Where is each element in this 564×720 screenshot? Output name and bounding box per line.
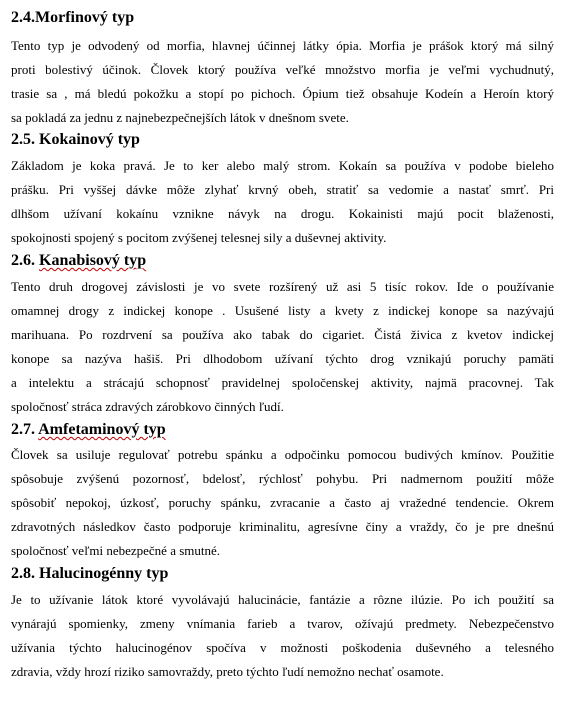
text-line: Je to užívanie látok ktoré vyvolávajú halucinácie, fantázie a rôzne ilúzie. Po ich použití sa xyxy=(11,592,554,607)
text-line: Základom je koka pravá. Je to ker alebo malý strom. Kokaín sa používa v podobe bieleho xyxy=(11,158,554,173)
text-line: Tento druh drogovej závislosti je vo svete rozšírený už asi 5 tisíc rokov. Ide o používanie xyxy=(11,279,554,294)
text-line: zdravia, vždy hrozí riziko samovraždy, preto týchto ľudí nemožno nechať osamote. xyxy=(11,664,444,679)
text-line: omamnej drogy z indickej konope . Usušené listy a kvety z indickej konope sa nazývajú xyxy=(11,303,554,318)
heading-title: Morfinový typ xyxy=(35,9,135,26)
text-line: proti bolestivý účinok. Človek ktorý používa veľké množstvo morfia je veľmi vychudnutý, xyxy=(11,62,554,77)
text-line: spôsobiť nepokoj, úzkosť, poruchy spánku, zvracanie a často aj vražedné tendencie. Okrem xyxy=(11,495,554,510)
text-line: užívania týchto halucinogénov spočíva v možnosti poškodenia duševného a telesného xyxy=(11,640,554,655)
section-halucinogenny xyxy=(11,564,554,684)
section-paragraph xyxy=(11,154,554,250)
text-line: a intelektu a strácajú schopnosť pravidelnej spoločenskej aktivity, najmä pracovnej. Tak xyxy=(11,375,554,390)
heading-title: Amfetaminový typ xyxy=(38,421,166,438)
heading-title: Kanabisový typ xyxy=(39,252,147,269)
section-kokainovy xyxy=(11,130,554,250)
heading-number: 2.8. xyxy=(11,565,35,582)
section-heading xyxy=(11,420,554,440)
text-line: vynárajú spomienky, zmeny vnímania farieb a tvarov, ožívajú predmety. Nebezpečenstvo xyxy=(11,616,554,631)
section-kanabisovy xyxy=(11,251,554,419)
text-line: spoločnosť stráca zdravých zárobkovo činných ľudí. xyxy=(11,399,284,414)
section-heading xyxy=(11,130,554,150)
text-line: Tento typ je odvodený od morfia, hlavnej účinnej látky ópia. Morfia je prášok ktorý má silný xyxy=(11,38,554,53)
section-paragraph xyxy=(11,443,554,563)
section-amfetaminovy xyxy=(11,420,554,563)
section-heading xyxy=(11,564,554,584)
text-line: Človek sa usiluje regulovať potrebu spánku a odpočinku pomocou budivých kmínov. Použitie xyxy=(11,447,554,462)
heading-title: Halucinogénny typ xyxy=(39,565,169,582)
section-paragraph xyxy=(11,588,554,684)
heading-number: 2.4. xyxy=(11,9,35,26)
section-heading xyxy=(11,251,554,271)
section-heading xyxy=(11,8,554,28)
text-line: sa pokladá za jednu z najnebezpečnejších látok v dnešnom svete. xyxy=(11,110,349,125)
text-line: spokojnosti spojený s pocitom zvýšenej telesnej sily a duševnej aktivity. xyxy=(11,230,387,245)
section-morfinovy xyxy=(11,8,554,130)
text-line: spoločnosť veľmi nebezpečné a smutné. xyxy=(11,543,221,558)
heading-number: 2.7. xyxy=(11,421,35,438)
heading-number: 2.6. xyxy=(11,252,35,269)
text-line: spôsobuje zvýšenú pozornosť, bdelosť, rýchlosť pohybu. Pri nadmernom použití môže xyxy=(11,471,554,486)
text-line: zdravotných následkov často podporuje kriminalitu, agresívne činy a vraždy, čo je pre dnešnú xyxy=(11,519,554,534)
text-line: prášku. Pri vyššej dávke môže zlyhať krvný obeh, stratiť sa vedomie a nastať smrť. Pri xyxy=(11,182,554,197)
text-line: trasie sa , má bledú pokožku a stopí po pichoch. Ópium tiež obsahuje Kodeín a Heroín ktorý xyxy=(11,86,554,101)
section-paragraph xyxy=(11,275,554,419)
heading-title: Kokainový typ xyxy=(39,131,140,148)
section-paragraph xyxy=(11,34,554,130)
text-line: dlhšom užívaní kokaínu vznikne návyk na drogu. Kokainisti majú pocit blaženosti, xyxy=(11,206,554,221)
heading-number: 2.5. xyxy=(11,131,35,148)
text-line: marihuana. Po rozdrvení sa používa ako tabak do cigariet. Čistá živica z kvetov indickej xyxy=(11,327,554,342)
text-line: konope sa nazýva hašiš. Pri dlhodobom užívaní týchto drog vznikajú poruchy pamäti xyxy=(11,351,554,366)
